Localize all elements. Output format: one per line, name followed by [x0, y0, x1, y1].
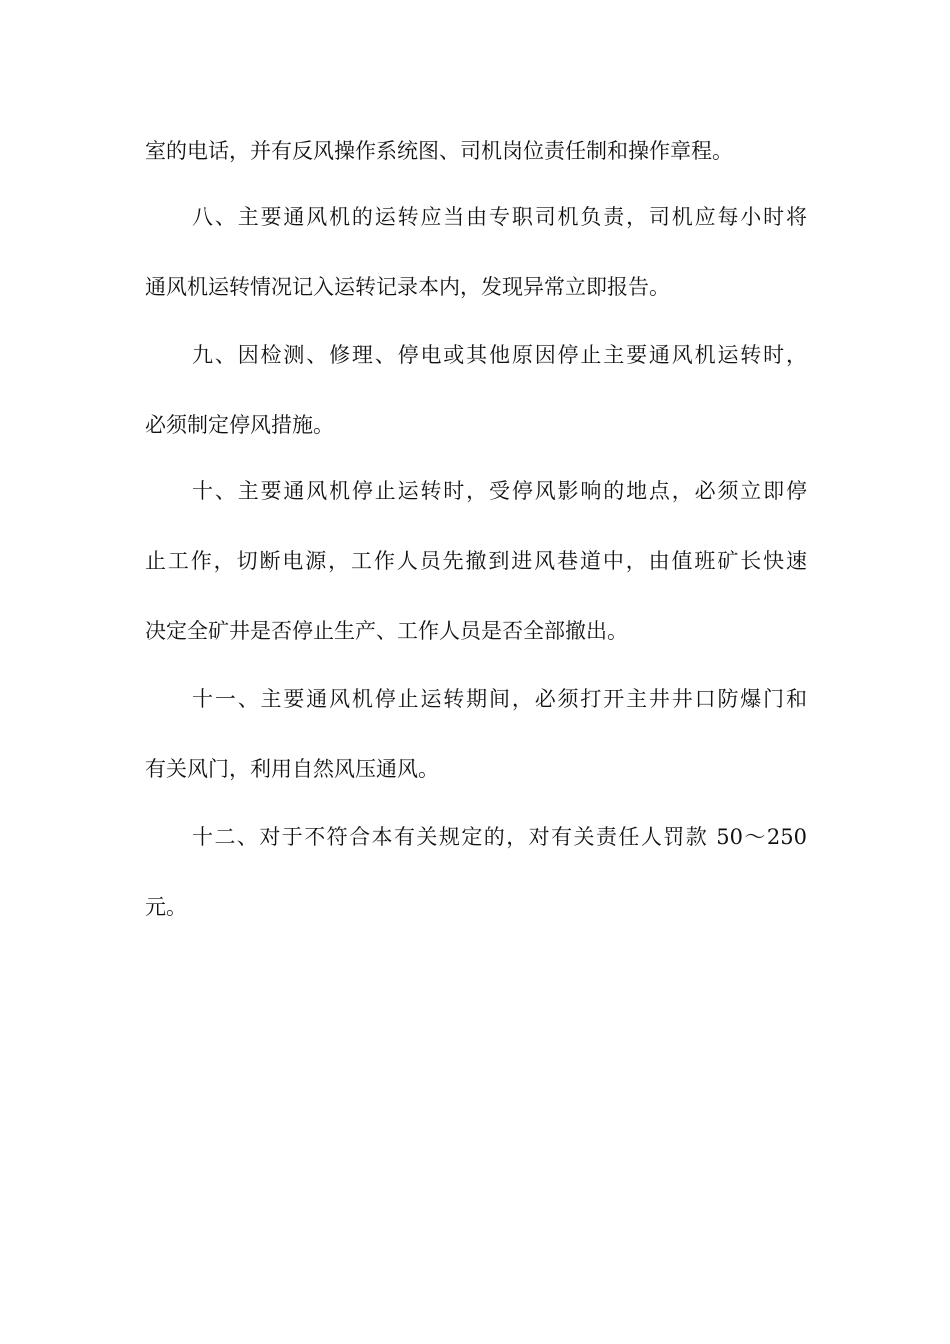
text-line: 十、主要通风机停止运转时，受停风影响的地点，必须立即停 [192, 479, 807, 503]
text-line: 通风机运转情况记入运转记录本内，发现异常立即报告。 [145, 275, 670, 299]
text-line: 有关风门，利用自然风压通风。 [145, 757, 439, 781]
text-line: 八、主要通风机的运转应当由专职司机负责，司机应每小时将 [192, 205, 807, 229]
text-line: 十一、主要通风机停止运转期间，必须打开主井井口防爆门和 [192, 687, 807, 711]
text-line: 室的电话，并有反风操作系统图、司机岗位责任制和操作章程。 [145, 139, 733, 163]
text-line: 必须制定停风措施。 [145, 413, 334, 437]
text-line: 九、因检测、修理、停电或其他原因停止主要通风机运转时， [192, 343, 807, 367]
text-line: 元。 [145, 895, 187, 919]
text-line: 止工作，切断电源，工作人员先撤到进风巷道中，由值班矿长快速 [145, 549, 807, 573]
text-line: 十二、对于不符合本有关规定的，对有关责任人罚款 50～250 [192, 825, 807, 849]
text-line: 决定全矿井是否停止生产、工作人员是否全部撤出。 [145, 619, 628, 643]
